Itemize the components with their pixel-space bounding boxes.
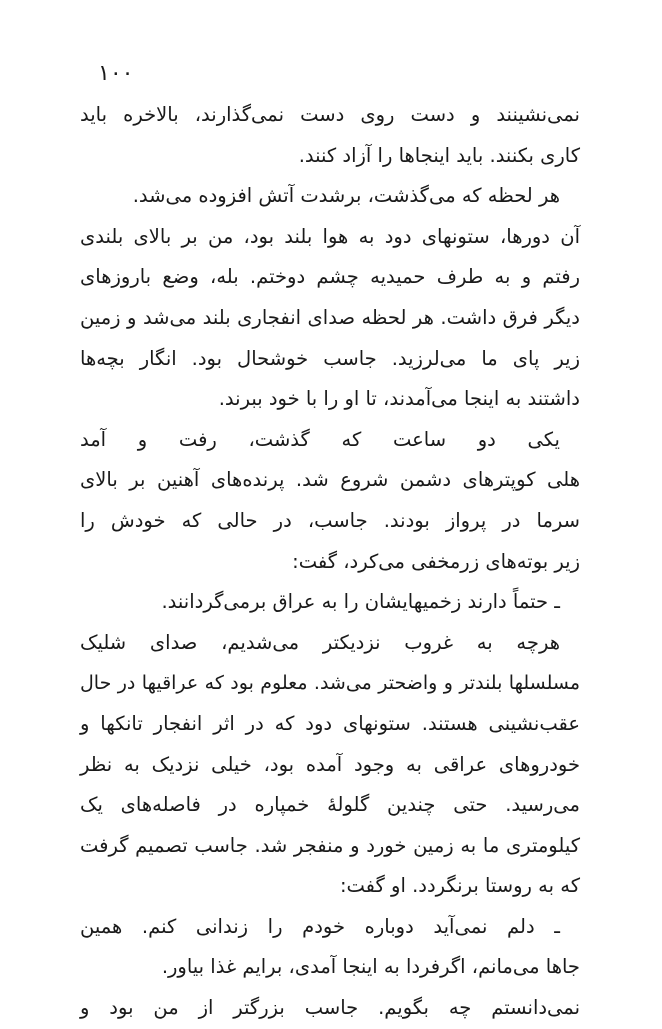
text-line: هرچه به غروب نزدیکتر می‌شدیم، صدای شلیک xyxy=(80,630,560,654)
text-line: نمی‌دانستم چه بگویم. جاسب بزرگتر از من بود و xyxy=(80,996,580,1020)
text-line: یکی دو ساعت که گذشت، رفت و آمد xyxy=(80,427,560,451)
text-line: که به روستا برنگردد. او گفت: xyxy=(339,874,580,898)
text-line: سرما در پرواز بودند. جاسب، در حالی که خودش را xyxy=(80,508,580,532)
text-line: عقب‌نشینی هستند. ستونهای دود که در اثر انفجار تانکها و xyxy=(80,711,580,735)
text-line: می‌رسید. حتی چندین گلولهٔ خمپاره در فاصله‌های یک xyxy=(80,793,580,817)
text-line: رفتم و به طرف حمیدیه چشم دوختم. بله، وضع باروزهای xyxy=(80,265,580,289)
text-line: خودروهای عراقی به وجود آمده بود، خیلی نزدیک به نظر xyxy=(80,752,580,776)
text-line: زیر پای ما می‌لرزید. جاسب خوشحال بود. انگار بچه‌ها xyxy=(80,346,580,370)
text-line: نمی‌نشینند و دست روی دست نمی‌گذارند، بالاخره باید xyxy=(80,103,580,126)
text-line: زیر بوته‌های زرمخفی می‌کرد، گفت: xyxy=(292,549,580,573)
text-line: دیگر فرق داشت. هر لحظه صدای انفجاری بلند می‌شد و زمین xyxy=(80,305,580,329)
text-line: ـ دلم نمی‌آید دوباره خودم را زندانی کنم. همین xyxy=(80,914,560,938)
text-line: جاها می‌مانم، اگرفردا به اینجا آمدی، برایم غذا بیاور. xyxy=(161,955,580,979)
text-line: داشتند به اینجا می‌آمدند، تا او را با خود ببرند. xyxy=(218,387,580,411)
text-line: آن دورها، ستونهای دود به هوا بلند بود، من بر بالای بلندی xyxy=(80,224,580,248)
text-line: کاری بکنند. باید اینجاها را آزاد کنند. xyxy=(298,143,580,167)
text-line: کیلومتری ما به زمین خورد و منفجر شد. جاسب تصمیم گرفت xyxy=(80,833,580,857)
body-text xyxy=(80,95,580,1029)
text-line: ـ حتماً دارند زخمیهایشان را به عراق برمی‌گردانند. xyxy=(161,590,560,614)
page-number: ۱۰۰ xyxy=(98,61,134,86)
text-line: مسلسلها بلندتر و واضحتر می‌شد. معلوم بود که عراقیها در حال xyxy=(80,672,580,695)
text-line: هر لحظه که می‌گذشت، برشدت آتش افزوده می‌شد. xyxy=(132,184,560,208)
text-line: هلی کوپترهای دشمن شروع شد. پرنده‌های آهنین بر بالای xyxy=(80,468,580,492)
